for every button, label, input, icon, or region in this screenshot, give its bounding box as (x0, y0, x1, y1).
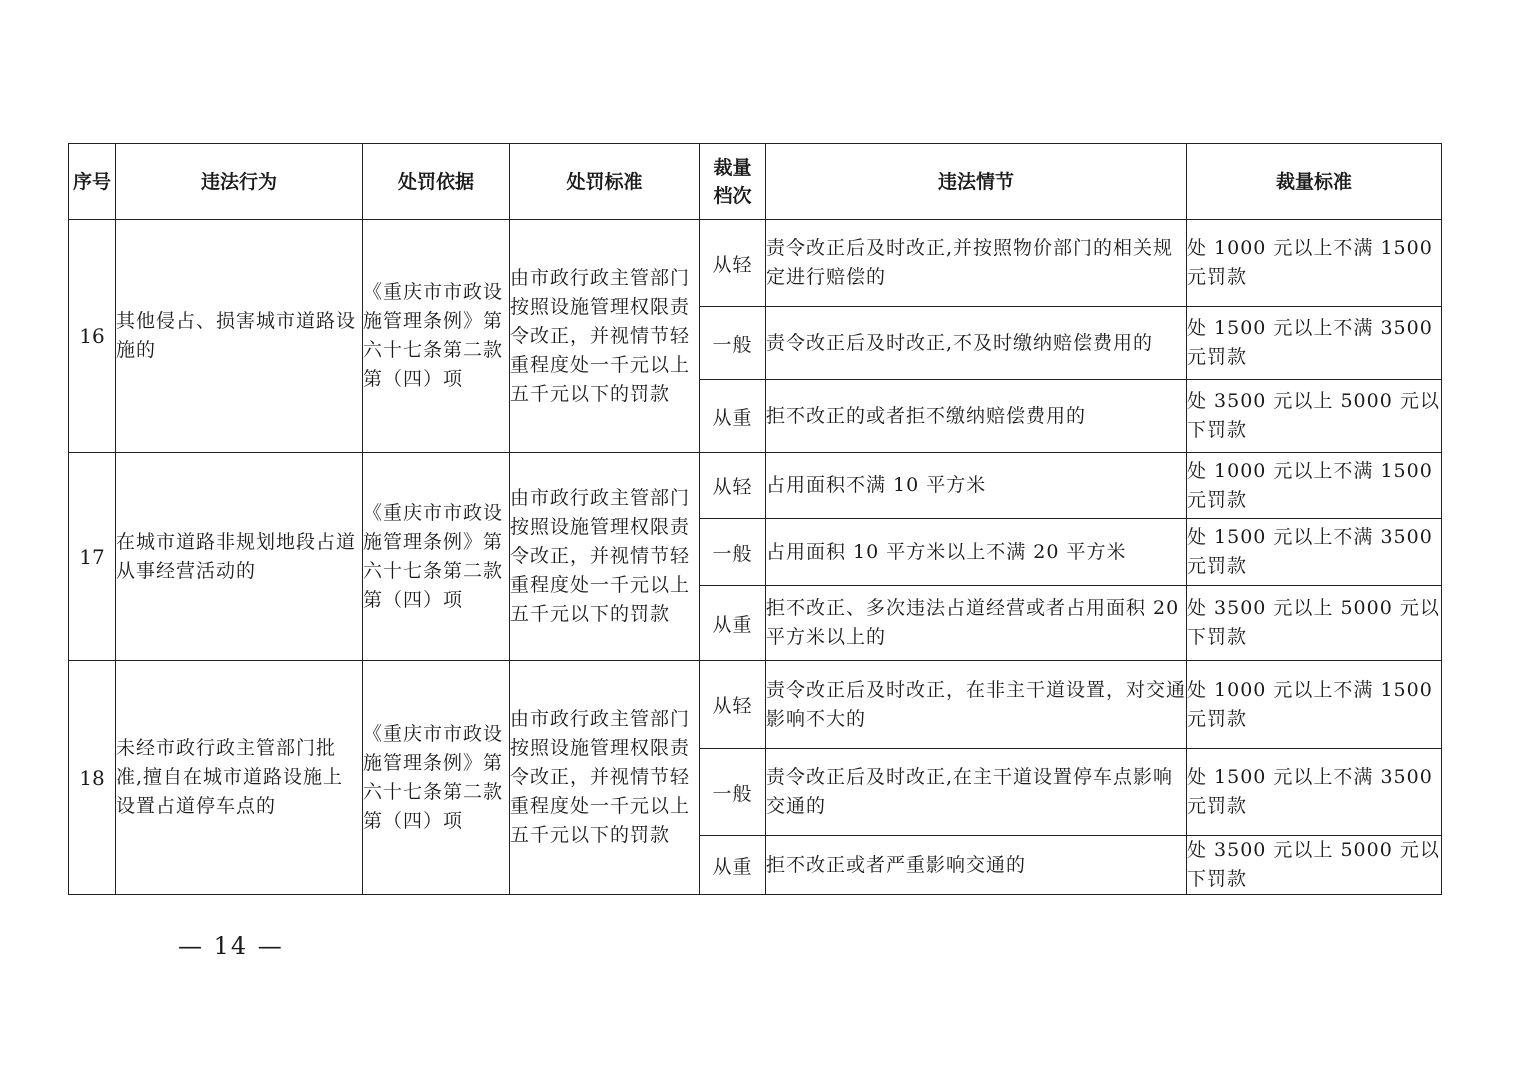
level-tier: 从重 (700, 380, 766, 453)
header-discretion: 裁量标准 (1187, 144, 1442, 220)
header-behavior: 违法行为 (116, 144, 363, 220)
level-discretion: 处 3500 元以上 5000 元以下罚款 (1187, 836, 1442, 895)
level-circumstance: 责令改正后及时改正,并按照物价部门的相关规定进行赔偿的 (766, 220, 1187, 307)
level-circumstance: 占用面积 10 平方米以上不满 20 平方米 (766, 519, 1187, 586)
level-circumstance: 拒不改正或者严重影响交通的 (766, 836, 1187, 895)
header-row (69, 144, 1442, 220)
header-seq: 序号 (69, 144, 116, 220)
row-seq: 18 (69, 661, 116, 895)
level-tier: 从轻 (700, 661, 766, 749)
level-tier: 从轻 (700, 220, 766, 307)
level-tier: 一般 (700, 749, 766, 836)
row-basis: 《重庆市市政设施管理条例》第六十七条第二款第（四）项 (363, 453, 510, 661)
header-circumstance: 违法情节 (766, 144, 1187, 220)
table-row (69, 453, 1442, 519)
level-tier: 一般 (700, 519, 766, 586)
level-tier: 一般 (700, 307, 766, 380)
penalty-discretion-table (68, 143, 1442, 895)
row-basis: 《重庆市市政设施管理条例》第六十七条第二款第（四）项 (363, 661, 510, 895)
level-discretion: 处 1000 元以上不满 1500 元罚款 (1187, 661, 1442, 749)
row-standard: 由市政行政主管部门按照设施管理权限责令改正，并视情节轻重程度处一千元以上五千元以下的罚款 (510, 453, 700, 661)
header-basis: 处罚依据 (363, 144, 510, 220)
level-circumstance: 责令改正后及时改正,在主干道设置停车点影响交通的 (766, 749, 1187, 836)
header-tier (700, 144, 766, 220)
header-tier-line2: 档次 (713, 184, 752, 207)
row-basis: 《重庆市市政设施管理条例》第六十七条第二款第（四）项 (363, 220, 510, 453)
level-discretion: 处 1500 元以上不满 3500 元罚款 (1187, 519, 1442, 586)
level-discretion: 处 1000 元以上不满 1500 元罚款 (1187, 220, 1442, 307)
level-circumstance: 责令改正后及时改正，在非主干道设置，对交通影响不大的 (766, 661, 1187, 749)
header-standard: 处罚标准 (510, 144, 700, 220)
page-number: — 14 — (178, 932, 284, 960)
level-circumstance: 拒不改正、多次违法占道经营或者占用面积 20 平方米以上的 (766, 586, 1187, 661)
table-row (69, 220, 1442, 307)
row-standard: 由市政行政主管部门按照设施管理权限责令改正，并视情节轻重程度处一千元以上五千元以下的罚款 (510, 661, 700, 895)
row-behavior: 在城市道路非规划地段占道从事经营活动的 (116, 453, 363, 661)
level-discretion: 处 1500 元以上不满 3500 元罚款 (1187, 749, 1442, 836)
level-discretion: 处 1000 元以上不满 1500 元罚款 (1187, 453, 1442, 519)
header-tier-line1: 裁量 (713, 156, 752, 179)
level-tier: 从重 (700, 836, 766, 895)
level-discretion: 处 3500 元以上 5000 元以下罚款 (1187, 380, 1442, 453)
level-discretion: 处 3500 元以上 5000 元以下罚款 (1187, 586, 1442, 661)
level-circumstance: 拒不改正的或者拒不缴纳赔偿费用的 (766, 380, 1187, 453)
row-seq: 17 (69, 453, 116, 661)
level-discretion: 处 1500 元以上不满 3500 元罚款 (1187, 307, 1442, 380)
row-behavior: 未经市政行政主管部门批准,擅自在城市道路设施上设置占道停车点的 (116, 661, 363, 895)
level-tier: 从轻 (700, 453, 766, 519)
row-seq: 16 (69, 220, 116, 453)
level-circumstance: 占用面积不满 10 平方米 (766, 453, 1187, 519)
level-tier: 从重 (700, 586, 766, 661)
row-standard: 由市政行政主管部门按照设施管理权限责令改正，并视情节轻重程度处一千元以上五千元以下的罚款 (510, 220, 700, 453)
level-circumstance: 责令改正后及时改正,不及时缴纳赔偿费用的 (766, 307, 1187, 380)
row-behavior: 其他侵占、损害城市道路设施的 (116, 220, 363, 453)
table-row (69, 661, 1442, 749)
